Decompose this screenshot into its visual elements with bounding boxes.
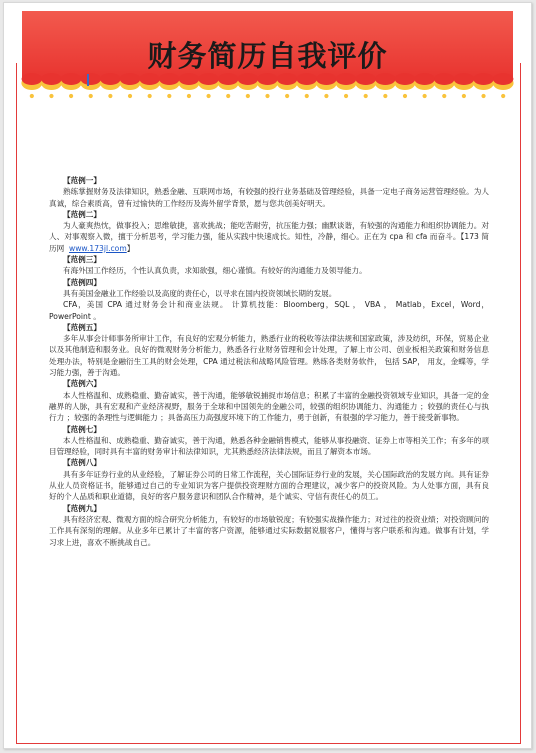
banner-dot bbox=[265, 94, 269, 98]
banner-dot bbox=[89, 94, 93, 98]
banner-dot bbox=[324, 94, 328, 98]
example-section bbox=[49, 175, 489, 209]
paragraph-text: 具有经济宏观、微观方面的综合研究分析能力，有较好的市场敏锐度；有较强实战操作能力；对过往的投资业绩；对投资顾问的工作具有深刻的理解。从业多年已累计了丰富的客户资源，能够通过实际数据说服客户，懂得与客户联系和沟通。做事有计划，学习求上进，喜欢不断挑战自己。 bbox=[49, 514, 489, 547]
example-section bbox=[49, 209, 489, 254]
example-section bbox=[49, 277, 489, 322]
example-section bbox=[49, 457, 489, 502]
page-title: 财务简历自我评价 bbox=[147, 39, 388, 73]
paragraph-text: 熟练掌握财务及法律知识，熟悉金融、互联网市场，有较强的投行业务基础及管理经验，具备一定电子商务运营管理经验。为人真诚，综合素质高，曾有过愉快的工作经历及海外留学背景，愿与您共创美好明天。 bbox=[49, 187, 489, 208]
section-paragraph bbox=[49, 186, 489, 209]
paragraph-text: 具有多年证券行业的从业经验，了解证券公司的日常工作流程，关心国际证券行业的发展，关心国际政治的发展方向。具有证券从业人员资格证书，能够通过自己的专业知识为客户提供投资理财方面的合理建议，减少客户的投资风险。为人处事方面，具有良好的个人品质和职业道德，良好的客户服务意识和团队合作精神，是个诚实、守信有责任心的员工。 bbox=[49, 469, 489, 502]
banner-dot bbox=[364, 94, 368, 98]
section-heading: 【范例四】 bbox=[63, 277, 101, 287]
section-paragraph bbox=[49, 333, 489, 378]
banner-dot bbox=[206, 94, 210, 98]
section-heading: 【范例八】 bbox=[63, 458, 101, 468]
example-section bbox=[49, 503, 489, 548]
banner-dot bbox=[148, 94, 152, 98]
example-section bbox=[49, 378, 489, 423]
paragraph-text: 本人性格温和、成熟稳重、勤奋诚实，善于沟通，熟悉各种金融销售模式，能够从事投融资、证券上市等相关工作；有多年的项目管理经验，同时具有丰富的财务审计和法律知识，尤其熟悉经济法律法规，而且了解资本市场。 bbox=[49, 435, 489, 457]
section-paragraph bbox=[49, 390, 489, 424]
section-paragraph bbox=[49, 288, 489, 299]
banner-dot bbox=[383, 94, 387, 98]
paragraph-text: 有海外国工作经历，个性认真负责，求知欲强，细心谨慎。有较好的沟通能力及领导能力。 bbox=[63, 266, 367, 276]
section-heading: 【范例五】 bbox=[63, 322, 101, 332]
paragraph-text: 为人豪爽热忱，做事投入；思维敏捷，喜欢挑战；能吃苦耐劳，抗压能力强；幽默谈谐，有较强的沟通能力和组织协调能力。对人、对事观察入微，擅于分析思考，学习能力强，能从实践中快速成长。知性，冷静，细心。正在为 cpa 和 cfa 而奋斗。【173 简历网 bbox=[49, 221, 489, 253]
section-heading: 【范例三】 bbox=[63, 255, 101, 265]
banner-dot bbox=[187, 94, 191, 98]
paragraph-text: 多年从事会计师事务所审计工作，有良好的宏观分析能力，熟悉行业的税收等法律法规和国家政策，涉及纺织，环保，贸易企业以及其他制造和服务业。良好的微观财务分析能力，熟悉各行业财务管理和会计处理，了解上市公司、创业板相关政策和财务信息处理办法，特别是金融衍生工具的财会处理，CPA 通过税法和战略风险管理。熟练各类财务软件， 包括 SAP， 用友，金蝶等，学习能力强，善于沟通。 bbox=[49, 334, 489, 378]
banner-dot bbox=[423, 94, 427, 98]
banner-dot bbox=[246, 94, 250, 98]
document-body bbox=[49, 175, 489, 548]
banner-dot bbox=[403, 94, 407, 98]
paragraph-text: CFA，美国 CPA 通过财务会计和商业法规。 计算机技能：Bloomberg，SQL ， VBA ， Matlab，Excel，Word， PowerPoint 。 bbox=[49, 300, 489, 321]
example-section bbox=[49, 424, 489, 458]
banner-dot bbox=[30, 94, 34, 98]
section-paragraph bbox=[49, 299, 489, 322]
banner-dot bbox=[167, 94, 171, 98]
banner-dot bbox=[501, 94, 505, 98]
example-section bbox=[49, 322, 489, 378]
section-heading: 【范例一】 bbox=[63, 176, 101, 185]
banner-dot bbox=[285, 94, 289, 98]
section-heading: 【范例六】 bbox=[63, 379, 101, 389]
section-paragraph bbox=[49, 265, 489, 276]
section-paragraph bbox=[49, 514, 489, 548]
section-heading: 【范例九】 bbox=[63, 503, 101, 513]
banner-dot bbox=[49, 94, 53, 98]
banner-dot bbox=[481, 94, 485, 98]
banner-dot bbox=[442, 94, 446, 98]
section-heading: 【范例七】 bbox=[63, 424, 101, 434]
paragraph-text: 具有美国金融业工作经验以及高度的责任心，以寻求在国内投资领域长期的发展。 bbox=[63, 288, 337, 298]
link-suffix: 】 bbox=[126, 243, 135, 253]
paragraph-text: 本人性格温和、成熟稳重、勤奋诚实，善于沟通，能够敏锐捕捉市场信息；积累了丰富的金融投资领域专业知识，具备一定的金融界的人脉，具有宏观和产业经济视野，服务于全球和中国领先的金融公司，较强的组织协调能力、沟通能力 ；较强的责任心与执行力 ；较强的条理性与逻辑能力 ；具备高压力高强度环境下的工作能力，勇于创新，有很强的学习能力，善于接受新事物。 bbox=[49, 390, 489, 423]
section-paragraph bbox=[49, 469, 489, 503]
banner-dot bbox=[226, 94, 230, 98]
banner-dot bbox=[108, 94, 112, 98]
banner-dot bbox=[305, 94, 309, 98]
banner-dot bbox=[128, 94, 132, 98]
banner-dot bbox=[344, 94, 348, 98]
document-page bbox=[3, 2, 532, 749]
section-paragraph bbox=[49, 220, 489, 254]
section-heading: 【范例二】 bbox=[63, 209, 101, 219]
example-section bbox=[49, 254, 489, 277]
section-paragraph bbox=[49, 435, 489, 458]
text-cursor bbox=[87, 74, 89, 86]
banner-dot bbox=[69, 94, 73, 98]
website-link[interactable]: www.173jl.com bbox=[69, 243, 127, 253]
banner-dot bbox=[462, 94, 466, 98]
